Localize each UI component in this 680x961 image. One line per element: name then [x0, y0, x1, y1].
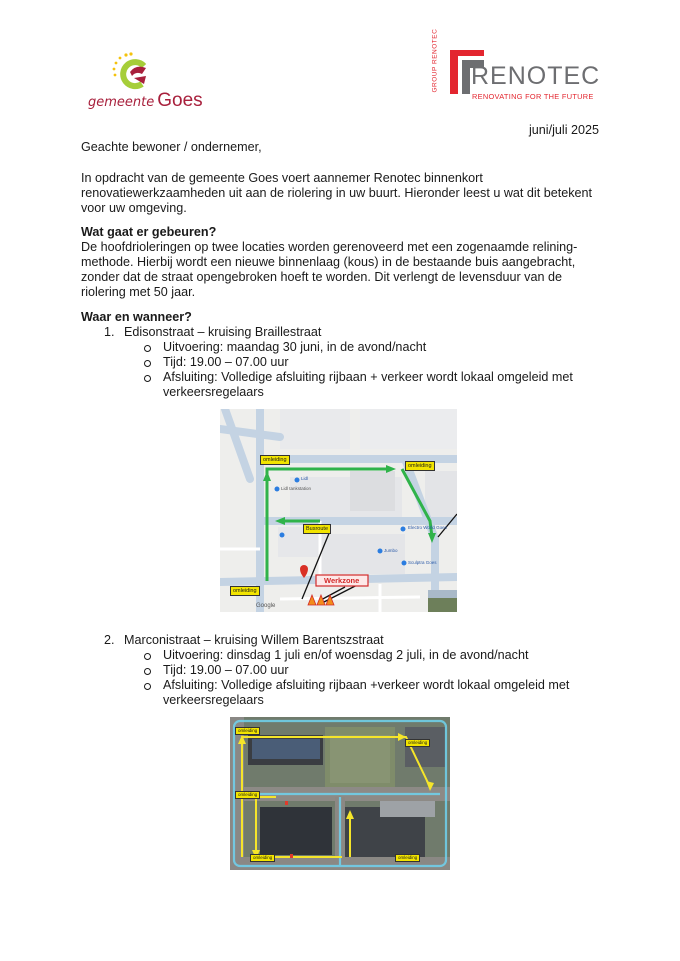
goes-prefix: gemeente — [88, 95, 155, 110]
location-1-title: Edisonstraat – kruising Braillestraat — [124, 325, 322, 339]
bullet-icon — [144, 653, 151, 660]
section-body-line-3: zonder dat de straat opengebroken hoeft te worden. Dit verlengt de levensduur van de — [81, 270, 562, 284]
map1-google-label: Google — [256, 603, 276, 609]
location-2-afsluiting-2: verkeersregelaars — [163, 693, 264, 707]
renotec-name: RENOTEC — [471, 62, 601, 90]
renotec-tagline: RENOVATING FOR THE FUTURE — [472, 92, 594, 101]
section-heading-waar: Waar en wanneer? — [81, 310, 192, 324]
map2-omleiding-label: omleiding — [250, 854, 275, 862]
section-body-line-1: De hoofdrioleringen op twee locaties worden gerenoveerd met een zogenaamde relining- — [81, 240, 578, 254]
goes-name: Goes — [157, 90, 203, 111]
location-2-afsluiting-1: Afsluiting: Volledige afsluiting rijbaan +verkeer wordt lokaal omgeleid met — [163, 678, 570, 692]
bullet-icon — [144, 683, 151, 690]
location-1-tijd: Tijd: 19.00 – 07.00 uur — [163, 355, 289, 369]
intro-line-2: renovatiewerkzaamheden uit aan de riolering in uw buurt. Hieronder leest u wat dit betekent — [81, 186, 593, 200]
map2-omleiding-label: omleiding — [235, 727, 260, 735]
map1-electro-label: Electro World Goes — [408, 525, 447, 530]
renotec-group-vertical: GROUP RENOTEC — [431, 28, 439, 93]
map2-omleiding-label: omleiding — [235, 791, 260, 799]
location-2-uitvoering: Uitvoering: dinsdag 1 juli en/of woensdag 2 juli, in de avond/nacht — [163, 648, 529, 662]
location-1-afsluiting-1: Afsluiting: Volledige afsluiting rijbaan + verkeer wordt lokaal omgeleid met — [163, 370, 573, 384]
letter-date: juni/juli 2025 — [529, 123, 600, 137]
location-2-number: 2. — [104, 633, 115, 647]
map2-omleiding-label: omleiding — [395, 854, 420, 862]
intro-line-1: In opdracht van de gemeente Goes voert aannemer Renotec binnenkort — [81, 171, 483, 185]
renotec-logo — [428, 28, 601, 106]
map1-omleiding-label: omleiding — [260, 455, 290, 465]
map1-busroute-label: Busroute — [303, 524, 331, 534]
map1-sculptra-label: Sculptra Goes — [408, 560, 437, 565]
map1-omleiding-label: omleiding — [405, 461, 435, 471]
map1-lidl-label: Lidl — [301, 476, 309, 481]
map2-omleiding-label: omleiding — [405, 739, 430, 747]
map-marconistraat — [230, 717, 450, 870]
intro-line-3: voor uw omgeving. — [81, 201, 187, 215]
bullet-icon — [144, 345, 151, 352]
bullet-icon — [144, 375, 151, 382]
section-body-line-2: methode. Hierbij wordt een nieuwe binnenlaag (kous) in de bestaande buis aangebracht, — [81, 255, 576, 269]
location-1-uitvoering: Uitvoering: maandag 30 juni, in de avond/nacht — [163, 340, 427, 354]
goes-emblem-icon — [104, 52, 164, 92]
map1-omleiding-label: omleiding — [230, 586, 260, 596]
map-edisonstraat — [220, 409, 457, 612]
location-2-title: Marconistraat – kruising Willem Barentszstraat — [124, 633, 384, 647]
location-1-number: 1. — [104, 325, 115, 339]
location-1-afsluiting-2: verkeersregelaars — [163, 385, 264, 399]
location-2-tijd: Tijd: 19.00 – 07.00 uur — [163, 663, 289, 677]
section-heading-wat: Wat gaat er gebeuren? — [81, 225, 217, 239]
goes-logo — [88, 52, 203, 111]
map1-lidl-tank-label: Lidl tankstation — [281, 486, 312, 491]
map1-werkzone-label: Werkzone — [324, 576, 360, 585]
bullet-icon — [144, 360, 151, 367]
bullet-icon — [144, 668, 151, 675]
section-body-line-4: riolering met 50 jaar. — [81, 285, 196, 299]
map1-jumbo-label: Jumbo — [384, 548, 398, 553]
salutation: Geachte bewoner / ondernemer, — [81, 140, 262, 154]
